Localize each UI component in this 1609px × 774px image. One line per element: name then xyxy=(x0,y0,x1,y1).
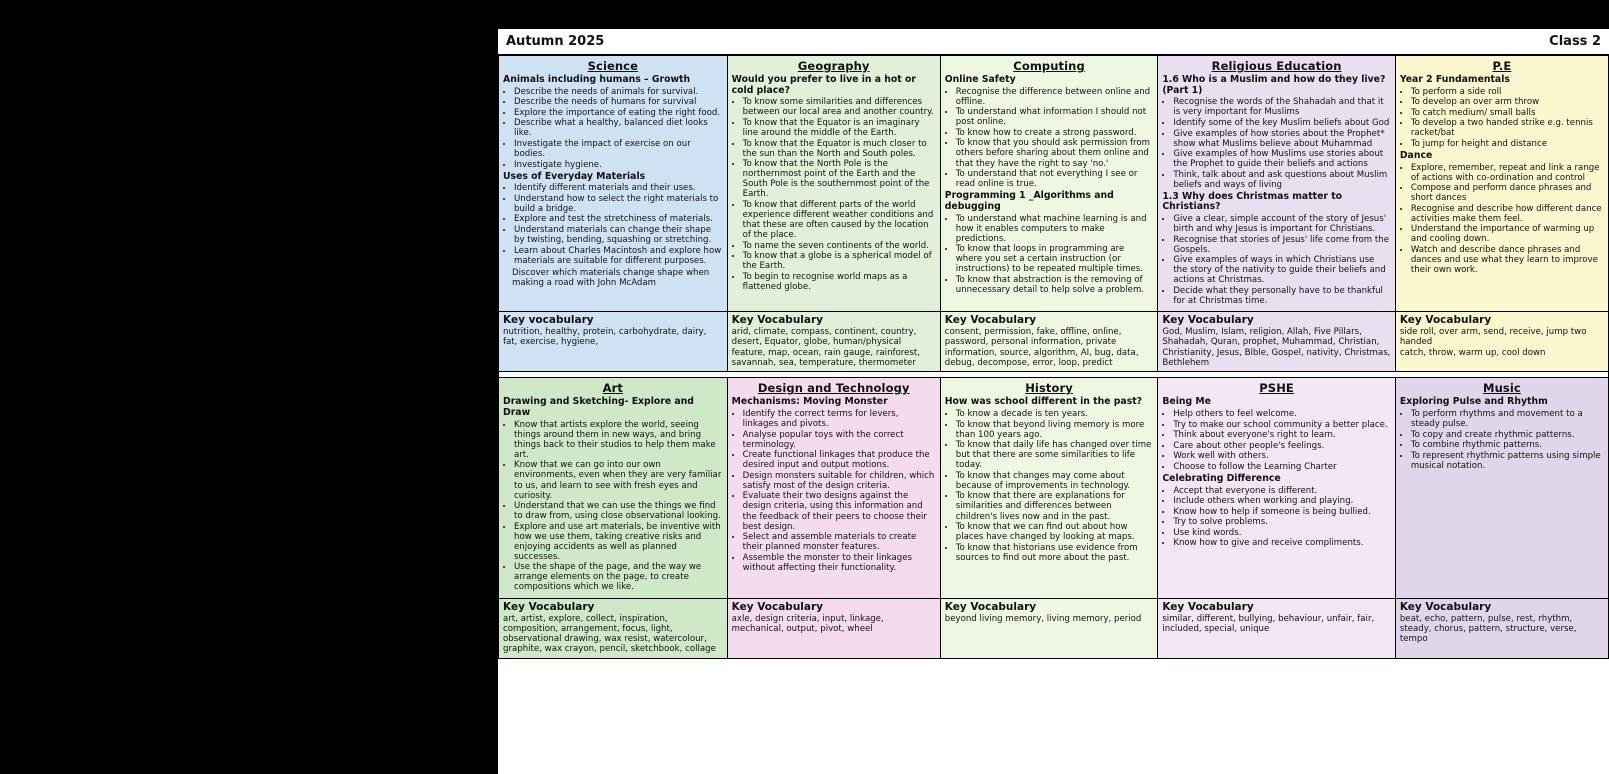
vocab-computing xyxy=(940,312,1158,372)
key-vocabulary-heading: Key Vocabulary xyxy=(731,314,824,327)
objective-item: • Explore, remember, repeat and link a range of actions with co-ordination and control xyxy=(1411,163,1604,183)
subject-heading: Art xyxy=(602,381,624,396)
objective-list xyxy=(503,87,723,170)
objective-item: • Know that we can go into our own environments, even when they are very familiar to us, and learn to see with fresh eyes and curiosity. xyxy=(514,460,723,500)
topic-heading: Online Safety xyxy=(944,74,1016,85)
subject-heading: Computing xyxy=(1013,59,1085,73)
topic-heading: Dance xyxy=(1399,149,1433,161)
objective-item: • To copy and create rhythmic patterns. xyxy=(1411,430,1604,440)
objective-item: • Identify different materials and their uses. xyxy=(514,183,723,193)
objective-item: • Investigate hygiene. xyxy=(514,160,723,170)
objective-item: • Describe the needs of humans for survival xyxy=(514,97,723,107)
objective-item: • To perform a side roll xyxy=(1411,87,1604,97)
vocab-pe xyxy=(1395,312,1608,372)
key-vocabulary-text: beyond living memory, living memory, period xyxy=(944,613,1142,624)
key-vocabulary-text: God, Muslim, Islam, religion, Allah, Five Pillars, Shahadah, Quran, prophet, Muhammad, Christian, Christianity, Jesus, Bible, Gospel, nativity, Christmas, Bethlehem xyxy=(1162,327,1391,369)
cell-pshe xyxy=(1158,378,1396,598)
objective-list xyxy=(1162,97,1391,189)
objective-list xyxy=(1162,409,1391,472)
topic-heading: How was school different in the past? xyxy=(944,396,1143,408)
objective-item: • To name the seven continents of the world. xyxy=(743,241,936,251)
class-title: Class 2 xyxy=(1549,34,1601,49)
objective-item: • Give examples of ways in which Christians use the story of the nativity to guide their beliefs and actions at Christmas. xyxy=(1173,255,1391,285)
objective-list xyxy=(1162,214,1391,306)
vocab-geography xyxy=(727,312,940,372)
objective-item: • Describe the needs of animals for survival. xyxy=(514,87,723,97)
vocab-row-1 xyxy=(499,312,1609,372)
key-vocabulary-text: side roll, over arm, send, receive, jump two handed catch, throw, warm up, cool down xyxy=(1399,327,1587,358)
objective-list xyxy=(1400,409,1604,471)
key-vocabulary-text: beat, echo, pattern, pulse, rest, rhythm, steady, chorus, pattern, structure, verse, tempo xyxy=(1399,613,1577,645)
subject-row-2 xyxy=(499,378,1609,598)
objective-item: • Think, talk about and ask questions about Muslim beliefs and ways of living xyxy=(1173,170,1391,190)
objective-item: • To know that beyond living memory is more than 100 years ago. xyxy=(956,420,1154,440)
objective-list xyxy=(945,214,1154,295)
objective-item: • Watch and describe dance phrases and dances and use what they learn to improve their own work. xyxy=(1411,245,1604,275)
topic-heading: Drawing and Sketching- Explore and Draw xyxy=(503,396,694,419)
objective-item: • To know that daily life has changed over time but that there are some similarities to life today. xyxy=(956,440,1154,470)
key-vocabulary-heading: Key Vocabulary xyxy=(1162,600,1254,613)
objective-item: • Know how to help if someone is being bullied. xyxy=(1173,507,1391,517)
objective-item: • To catch medium/ small balls xyxy=(1411,108,1604,118)
key-vocabulary-text: similar, different, bullying, behaviour, unfair, fair, included, special, unique xyxy=(1162,613,1375,634)
objective-item: • Help others to feel welcome. xyxy=(1173,409,1391,419)
objective-item: • To know that historians use evidence from sources to find out more about the past. xyxy=(956,543,1154,563)
objective-item: • Explore and test the stretchiness of materials. xyxy=(514,214,723,224)
objective-item: • Work well with others. xyxy=(1173,451,1391,461)
cell-art xyxy=(499,378,728,598)
topic-heading: Year 2 Fundamentals xyxy=(1399,74,1510,85)
subject-heading: Design and Technology xyxy=(757,381,910,396)
objective-item: • Give examples of how stories about the Prophet* show what Muslims believe about Muhammad xyxy=(1173,129,1391,149)
cell-music xyxy=(1395,378,1608,598)
objective-item: • Recognise the difference between online and offline. xyxy=(956,87,1154,107)
objective-item: • Create functional linkages that produce the desired input and output motions. xyxy=(743,450,936,470)
objective-item: • Select and assemble materials to create their planned monster features. xyxy=(743,532,936,552)
key-vocabulary-text: art, artist, explore, collect, inspiration, composition, arrangement, focus, light, observational drawing, wax resist, watercolour, graphite, wax crayon, pencil, sketchbook, collage xyxy=(503,613,716,655)
topic-heading: Uses of Everyday Materials xyxy=(503,170,646,182)
term-title: Autumn 2025 xyxy=(506,34,605,49)
objective-item: • Include others when working and playing. xyxy=(1173,496,1391,506)
subject-heading: History xyxy=(1025,381,1073,396)
key-vocabulary-text: consent, permission, fake, offline, online, password, personal information, private information, source, algorithm, AI, bug, data, debug, decompose, error, loop, predict xyxy=(944,327,1139,369)
vocab-pshe xyxy=(1158,598,1396,658)
topic-heading: Celebrating Difference xyxy=(1162,472,1281,484)
vocab-art xyxy=(499,598,728,658)
topic-heading: Mechanisms: Moving Monster xyxy=(731,396,888,408)
objective-item: • Assemble the monster to their linkages without affecting their functionality. xyxy=(743,553,936,573)
topic-heading: Animals including humans – Growth xyxy=(503,74,691,85)
objective-item: • Identify some of the key Muslim beliefs about God xyxy=(1173,118,1391,128)
cell-geography xyxy=(727,56,940,312)
objective-item: • Understand the importance of warming up and cooling down. xyxy=(1411,224,1604,244)
objective-item: • Use the shape of the page, and the way we arrange elements on the page, to create compositions which we like. xyxy=(514,562,723,592)
objective-item: • To know a decade is ten years. xyxy=(956,409,1154,419)
objective-item: • Identify the correct terms for levers, linkages and pivots. xyxy=(743,409,936,429)
subject-row-1 xyxy=(499,56,1609,312)
key-vocabulary-text: arid, climate, compass, continent, country, desert, Equator, globe, human/physical feature, map, ocean, rain gauge, rainforest, savannah, sea, temperature, thermometer xyxy=(731,327,921,369)
cell-dt xyxy=(727,378,940,598)
subjects-grid xyxy=(498,55,1609,659)
objective-list xyxy=(503,420,723,593)
objective-item: • Decide what they personally have to be thankful for at Christmas time. xyxy=(1173,286,1391,306)
cell-computing xyxy=(940,56,1158,312)
objective-item: • To understand that not everything I see or read online is true. xyxy=(956,169,1154,189)
objective-item: • Learn about Charles Macintosh and explore how materials are suitable for different purposes. xyxy=(514,246,723,266)
objective-item: • Care about other people's feelings. xyxy=(1173,441,1391,451)
cell-re xyxy=(1158,56,1396,312)
objective-list xyxy=(945,87,1154,189)
vocab-re xyxy=(1158,312,1396,372)
objective-item: • Recognise and describe how different dance activities make them feel. xyxy=(1411,204,1604,224)
objective-item: • To begin to recognise world maps as a flattened globe. xyxy=(743,272,936,292)
objective-item: • To know that abstraction is the removing of unnecessary detail to help solve a problem. xyxy=(956,275,1154,295)
objective-item: • Design monsters suitable for children, which satisfy most of the design criteria. xyxy=(743,471,936,491)
objective-item: • To know that changes may come about because of improvements in technology. xyxy=(956,471,1154,491)
subject-heading: Science xyxy=(587,59,638,73)
cell-history xyxy=(940,378,1158,598)
objective-item: • To develop a two handed strike e.g. tennis racket/bat xyxy=(1411,118,1604,138)
objective-item: • Choose to follow the Learning Charter xyxy=(1173,462,1391,472)
subject-heading: Music xyxy=(1483,381,1521,396)
objective-item: • Know that artists explore the world, seeing things around them in new ways, and bring things back to their studios to help them make art. xyxy=(514,420,723,460)
key-vocabulary-heading: Key Vocabulary xyxy=(503,600,595,613)
subject-heading: Religious Education xyxy=(1211,59,1342,73)
subject-heading: PSHE xyxy=(1259,381,1294,396)
objective-item: • Describe what a healthy, balanced diet looks like. xyxy=(514,118,723,138)
objective-item: • To develop an over arm throw xyxy=(1411,97,1604,107)
objective-item: • Know how to give and receive compliments. xyxy=(1173,538,1391,548)
objective-item: • Compose and perform dance phrases and short dances xyxy=(1411,183,1604,203)
vocab-dt xyxy=(727,598,940,658)
objective-item: • To know that the Equator is an imaginary line around the middle of the Earth. xyxy=(743,118,936,138)
objective-item: • To know that you should ask permission from others before sharing about them online and that they have the right to say 'no.' xyxy=(956,138,1154,168)
key-vocabulary-heading: Key Vocabulary xyxy=(1399,600,1492,613)
objective-item: • Give examples of how Muslims use stories about the Prophet to guide their beliefs and actions xyxy=(1173,149,1391,169)
objective-item: • Try to make our school community a better place. xyxy=(1173,420,1391,430)
objective-item: • To perform rhythms and movement to a steady pulse. xyxy=(1411,409,1604,429)
objective-item: • Analyse popular toys with the correct terminology. xyxy=(743,430,936,450)
objective-item: • To know that the North Pole is the northernmost point of the Earth and the South Pole is the southernmost point of the Earth. xyxy=(743,159,936,199)
objective-item: • To combine rhythmic patterns. xyxy=(1411,440,1604,450)
topic-heading: 1.6 Who is a Muslim and how do they live? (Part 1) xyxy=(1162,74,1386,96)
objective-item: • To know that different parts of the world experience different weather conditions and that these are often caused by the location of the place. xyxy=(743,200,936,240)
objective-note: Discover which materials change shape when making a road with John McAdam xyxy=(512,267,710,288)
key-vocabulary-text: nutrition, healthy, protein, carbohydrate, dairy, fat, exercise, hygiene, xyxy=(503,327,707,348)
cell-science xyxy=(499,56,728,312)
vocab-music xyxy=(1395,598,1608,658)
objective-item: • To know that the Equator is much closer to the sun than the North and South poles. xyxy=(743,139,936,159)
objective-list xyxy=(1400,87,1604,149)
objective-item: • To know that we can find out about how places have changed by looking at maps. xyxy=(956,522,1154,542)
key-vocabulary-heading: Key Vocabulary xyxy=(944,314,1037,327)
topic-heading: 1.3 Why does Christmas matter to Christians? xyxy=(1162,190,1343,213)
sheet-title-bar xyxy=(498,29,1609,55)
objective-item: • Recognise that stories of Jesus' life come from the Gospels. xyxy=(1173,235,1391,255)
objective-list xyxy=(732,409,936,573)
vocab-history xyxy=(940,598,1158,658)
topic-heading: Exploring Pulse and Rhythm xyxy=(1399,396,1548,408)
key-vocabulary-heading: Key Vocabulary xyxy=(944,600,1037,613)
objective-item: • Accept that everyone is different. xyxy=(1173,486,1391,496)
key-vocabulary-heading: Key Vocabulary xyxy=(731,600,824,613)
vocab-row-2 xyxy=(499,598,1609,658)
objective-item: • Use kind words. xyxy=(1173,528,1391,538)
cell-pe xyxy=(1395,56,1608,312)
objective-item: • To know that loops in programming are where you set a certain instruction (or instructions) to be repeated multiple times. xyxy=(956,244,1154,274)
key-vocabulary-heading: Key Vocabulary xyxy=(1162,314,1254,327)
objective-item: • Give a clear, simple account of the story of Jesus' birth and why Jesus is important for Christians. xyxy=(1173,214,1391,234)
objective-item: • Understand how to select the right materials to build a bridge. xyxy=(514,194,723,214)
objective-item: • To represent rhythmic patterns using simple musical notation. xyxy=(1411,451,1604,471)
objective-item: • Explore the importance of eating the right food. xyxy=(514,108,723,118)
objective-list xyxy=(732,97,936,291)
objective-item: • To know some similarities and differences between our local area and another country. xyxy=(743,97,936,117)
objective-item: • Understand that we can use the things we find to draw from, using close observational looking. xyxy=(514,501,723,521)
objective-item: • Think about everyone's right to learn. xyxy=(1173,430,1391,440)
key-vocabulary-text: axle, design criteria, input, linkage, mechanical, output, pivot, wheel xyxy=(731,613,884,634)
objective-item: • To know that there are explanations for similarities and differences between children's lives now and in the past. xyxy=(956,491,1154,521)
objective-item: • To understand what machine learning is and how it enables computers to make predictions. xyxy=(956,214,1154,244)
objective-item: • Investigate the impact of exercise on our bodies. xyxy=(514,139,723,159)
topic-heading: Being Me xyxy=(1162,396,1211,408)
key-vocabulary-heading: Key Vocabulary xyxy=(1399,314,1492,327)
objective-item: • To jump for height and distance xyxy=(1411,139,1604,149)
topic-heading: Would you prefer to live in a hot or cold place? xyxy=(731,74,916,96)
objective-item: • Recognise the words of the Shahadah and that it is very important for Muslims xyxy=(1173,97,1391,117)
curriculum-overview-sheet xyxy=(497,28,1609,774)
subject-heading: Geography xyxy=(797,59,870,73)
objective-item: • To know how to create a strong password. xyxy=(956,128,1154,138)
objective-list xyxy=(503,183,723,265)
objective-item: • Explore and use art materials, be inventive with how we use them, taking creative risks and enjoying accidents as well as planned successes. xyxy=(514,522,723,562)
objective-item: • Try to solve problems. xyxy=(1173,517,1391,527)
subject-heading: P.E xyxy=(1492,59,1512,73)
key-vocabulary-heading: Key vocabulary xyxy=(503,314,594,327)
objective-list xyxy=(1162,486,1391,549)
topic-heading: Programming 1 _Algorithms and debugging xyxy=(944,190,1114,212)
objective-list xyxy=(1400,163,1604,276)
vocab-science xyxy=(499,312,728,372)
objective-item: • To understand what information I should not post online. xyxy=(956,107,1154,127)
objective-item: • Understand materials can change their shape by twisting, bending, squashing or stretching. xyxy=(514,225,723,245)
objective-list xyxy=(945,409,1154,563)
objective-item: • To know that a globe is a spherical model of the Earth. xyxy=(743,251,936,271)
objective-item: • Evaluate their two designs against the design criteria, using this information and the feedback of their peers to choose their best design. xyxy=(743,491,936,531)
